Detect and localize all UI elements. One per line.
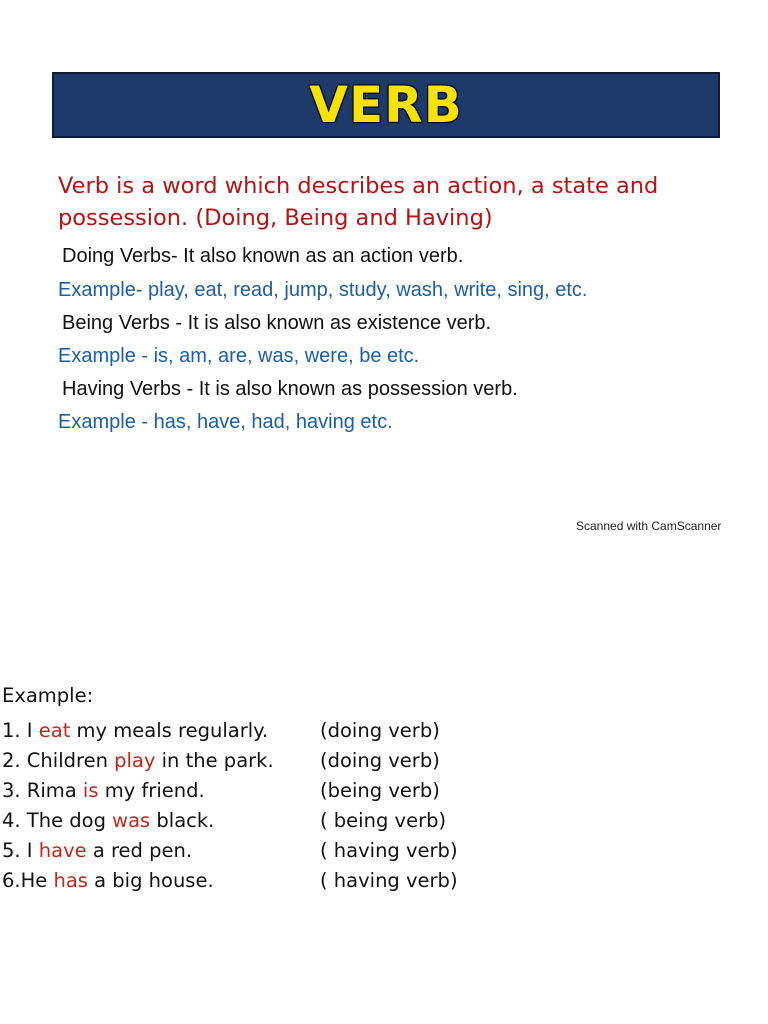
- sentence-start: 5. I: [2, 839, 39, 862]
- doing-verbs-example: Example- play, eat, read, jump, study, wash, write, sing, etc.: [58, 279, 588, 301]
- example-sentence: [2, 719, 268, 742]
- scanner-watermark: Scanned with CamScanner: [576, 519, 722, 533]
- example-sentence: [2, 809, 214, 832]
- sentence-start: 2. Children: [2, 749, 115, 772]
- verb-highlight: eat: [38, 719, 71, 742]
- example-sentence: [2, 779, 205, 802]
- being-verbs-example: Example - is, am, are, was, were, be etc.: [58, 345, 420, 367]
- verb-highlight: play: [114, 749, 156, 772]
- verb-type-label: (doing verb): [320, 749, 440, 772]
- example-sentence: [2, 869, 214, 892]
- example-row: [2, 719, 472, 749]
- sentence-end: black.: [150, 809, 215, 832]
- verb-definition: Verb is a word which describes an action, a state and possession. (Doing, Being and Having): [58, 173, 659, 231]
- verb-highlight: have: [38, 839, 87, 862]
- sentence-end: my friend.: [98, 779, 205, 802]
- doing-verbs-description: Doing Verbs- It also known as an action verb.: [62, 245, 464, 267]
- examples-heading: Example:: [2, 684, 94, 707]
- example-sentence: [2, 749, 274, 772]
- verb-type-label: ( having verb): [320, 869, 458, 892]
- verb-type-label: (doing verb): [320, 719, 440, 742]
- example-row: [2, 839, 472, 869]
- verb-highlight: is: [82, 779, 99, 802]
- example-row: [2, 779, 472, 809]
- example-row: [2, 869, 472, 899]
- having-verbs-description: Having Verbs - It is also known as possession verb.: [62, 378, 518, 400]
- example-sentence: [2, 839, 192, 862]
- verb-highlight: was: [112, 809, 151, 832]
- verb-type-label: ( having verb): [320, 839, 458, 862]
- sentence-end: a red pen.: [86, 839, 193, 862]
- having-verbs-example: Example - has, have, had, having etc.: [58, 411, 393, 433]
- example-row: [2, 749, 472, 779]
- sentence-end: in the park.: [155, 749, 274, 772]
- sentence-start: 3. Rima: [2, 779, 83, 802]
- verb-highlight: has: [53, 869, 88, 892]
- title-banner: [52, 72, 720, 138]
- sentence-end: a big house.: [87, 869, 214, 892]
- verb-type-label: (being verb): [320, 779, 440, 802]
- example-row: [2, 809, 472, 839]
- page-title: VERB: [309, 76, 463, 134]
- verb-type-label: ( being verb): [320, 809, 447, 832]
- being-verbs-description: Being Verbs - It is also known as existence verb.: [62, 312, 492, 334]
- sentence-start: 1. I: [2, 719, 39, 742]
- sentence-start: 4. The dog: [2, 809, 113, 832]
- sentence-start: 6.He: [2, 869, 54, 892]
- sentence-end: my meals regularly.: [70, 719, 269, 742]
